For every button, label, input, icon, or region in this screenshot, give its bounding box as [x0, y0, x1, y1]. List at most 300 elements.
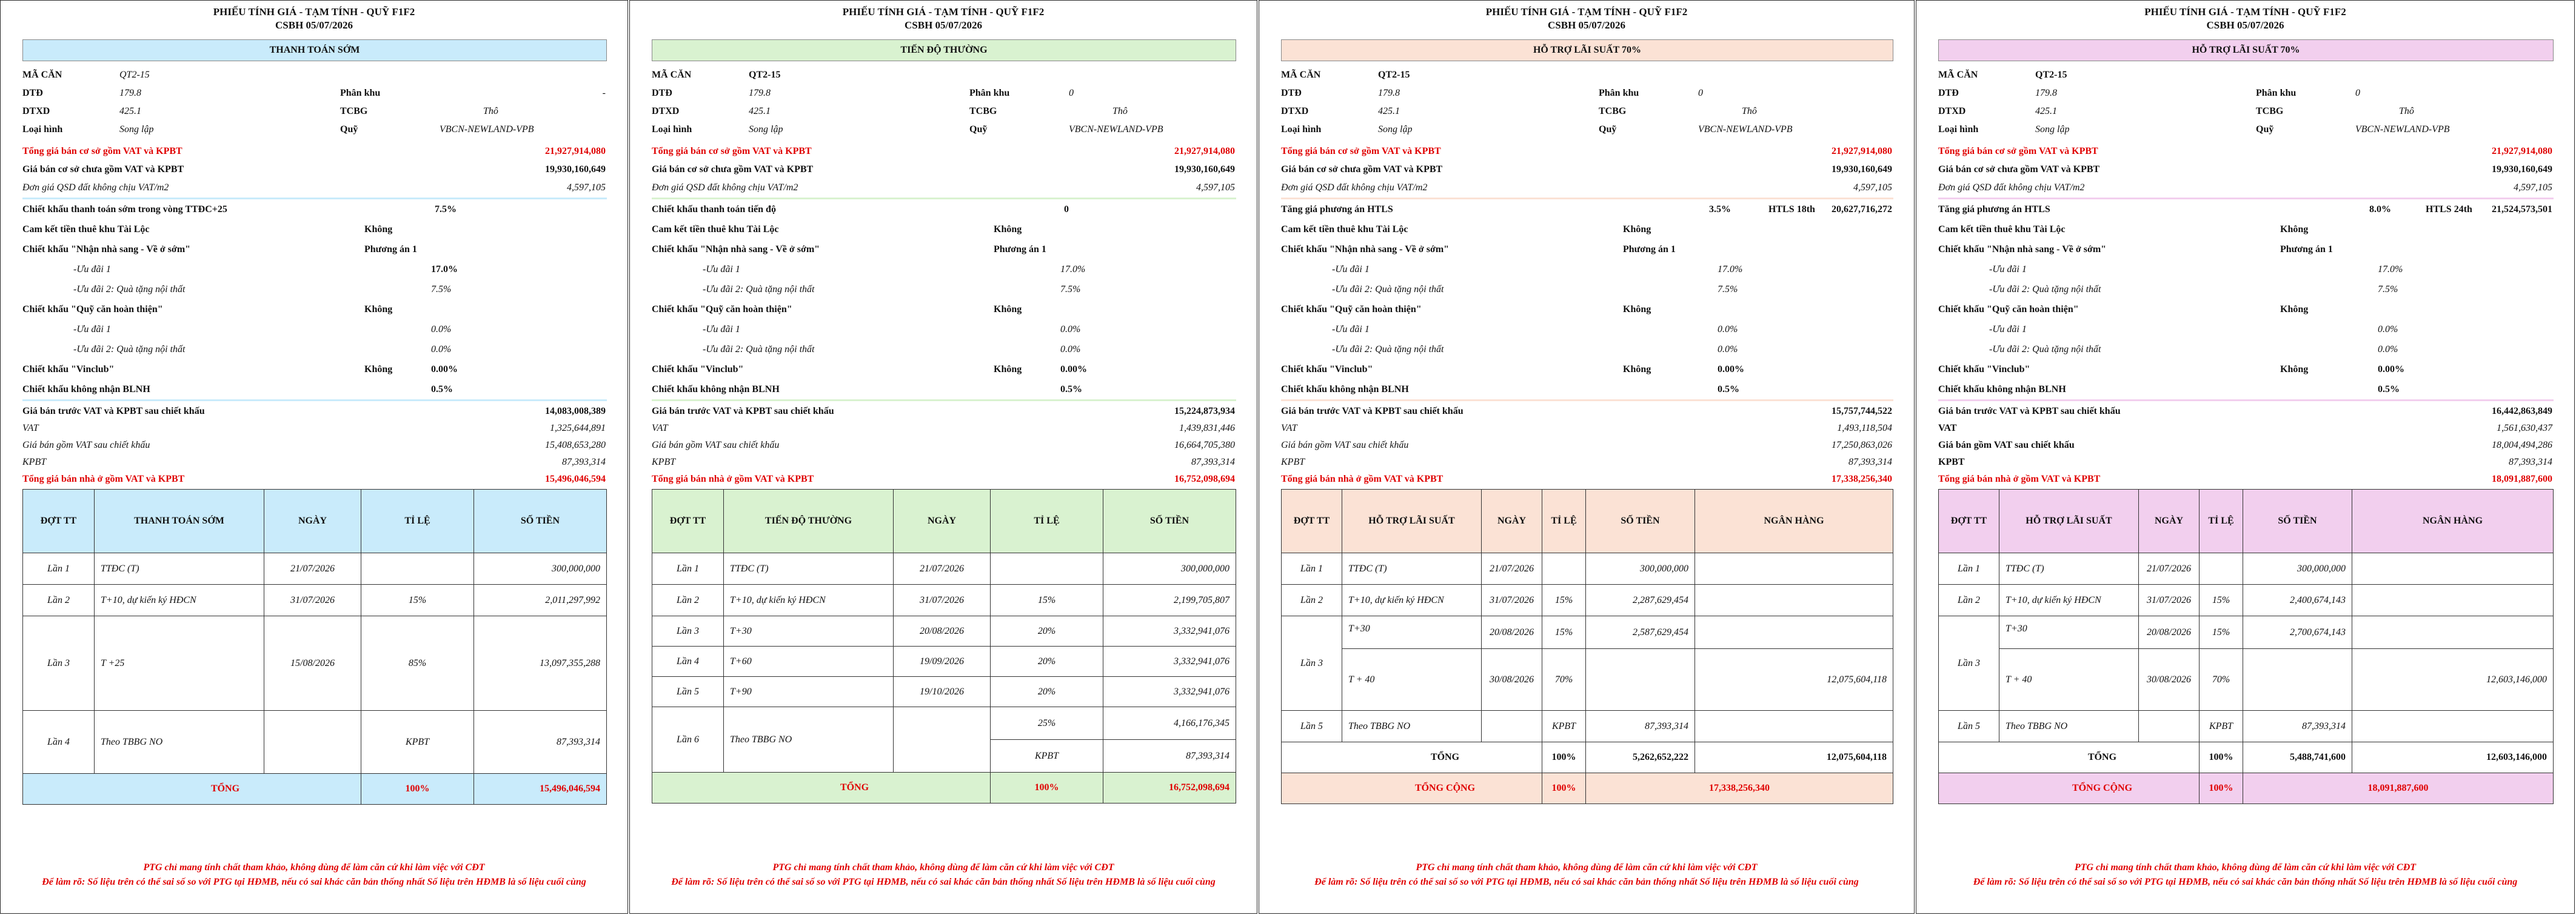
info-row-dtd [1, 84, 627, 102]
table-header-row [1939, 490, 2554, 553]
nhan-nha-label: Chiết khấu "Nhận nhà sang - Về ở sớm" [652, 244, 820, 255]
cell-sotien: 4,166,176,345 [1103, 707, 1236, 740]
info-row-gia-truoc-vat [1916, 402, 2574, 421]
gia-chua-vat-value: 19,930,160,649 [1832, 164, 1892, 175]
cell-sotien: 87,393,314 [474, 711, 607, 774]
vat-value: 1,325,644,891 [550, 423, 606, 433]
vat-value: 1,439,831,446 [1179, 423, 1235, 433]
price-sheet-2 [629, 0, 1257, 914]
info-row-vinclub [630, 361, 1257, 379]
cell-tile: 70% [1542, 649, 1586, 711]
vinclub-percent: 0.00% [2378, 364, 2404, 374]
cell-ngay: 21/07/2026 [1482, 553, 1542, 585]
table-row [1282, 553, 1893, 585]
dtxd-label: DTXD [1281, 106, 1309, 116]
table-row [652, 585, 1236, 616]
cell-ngay: 21/07/2026 [2139, 553, 2200, 585]
info-row-loai-hinh [1259, 121, 1914, 139]
col-header-tile: TỈ LỆ [2200, 490, 2243, 553]
cell-sotien: 2,587,629,454 [1586, 616, 1695, 649]
info-row-uu-dai-1 [1916, 261, 2574, 279]
cell-dot: Lần 2 [23, 585, 95, 616]
tong-gia-nha-label: Tổng giá bán nhà ở gồm VAT và KPBT [1938, 474, 2101, 484]
table-row [23, 711, 607, 774]
tong-gia-vat-label: Tổng giá bán cơ sở gồm VAT và KPBT [22, 146, 182, 156]
htls-term: HTLS 18th [1768, 204, 1815, 215]
vinclub-percent: 0.00% [1060, 364, 1087, 374]
info-row-ma-can [1, 66, 627, 84]
khong-blnh-value: 0.5% [431, 384, 453, 394]
info-row-gia-chua-vat [1, 161, 627, 179]
qc-uu-dai-2-label: -Ưu đãi 2: Quà tặng nội thất [1989, 344, 2101, 354]
info-row-nhan-nha [1259, 241, 1914, 259]
info-row-gia-gom-vat [630, 436, 1257, 454]
cell-ngay: 30/08/2026 [1482, 649, 1542, 711]
info-row-quy-can [1, 301, 627, 319]
table-row [652, 647, 1236, 677]
sheet-title-line2: CSBH 05/07/2026 [905, 19, 982, 31]
loai-hinh-label: Loại hình [1281, 124, 1322, 135]
price-sheet-4 [1916, 0, 2575, 914]
sheet-title-line1: PHIẾU TÍNH GIÁ - TẠM TÍNH - QUỸ F1F2 [1485, 6, 1688, 18]
vat-label: VAT [1281, 423, 1297, 433]
info-row-qc-uu-dai-1 [1916, 321, 2574, 339]
gia-truoc-vat-label: Giá bán trước VAT và KPBT sau chiết khấu [1281, 406, 1464, 416]
vinclub-label: Chiết khấu "Vinclub" [1938, 364, 2030, 374]
table-row [1282, 649, 1893, 711]
info-row-ma-can [1916, 66, 2574, 84]
loai-hinh-label: Loại hình [22, 124, 63, 135]
cell-sotien: 300,000,000 [1586, 553, 1695, 585]
subtotal-tile: 100% [2200, 742, 2243, 773]
tong-gia-nha-value: 18,091,887,600 [2492, 474, 2552, 484]
info-row-vat [630, 419, 1257, 438]
info-row-cam-ket [1, 221, 627, 239]
col-header-sotien: SỐ TIỀN [2243, 490, 2352, 553]
info-row-uu-dai-2 [630, 281, 1257, 299]
uu-dai-1-label: -Ưu đãi 1 [1989, 264, 2027, 274]
info-row-vat [1259, 419, 1914, 438]
cell-sotien: 2,700,674,143 [2243, 616, 2352, 649]
ma-can-label: MÃ CĂN [1938, 70, 1978, 80]
qc-uu-dai-2-value: 0.0% [2378, 344, 2398, 354]
tcbg-value: Thô [1112, 106, 1128, 116]
nhan-nha-value: Phương án 1 [2280, 244, 2333, 255]
quy-value: VBCN-NEWLAND-VPB [1069, 124, 1163, 135]
cell-sotien [2243, 649, 2352, 711]
uu-dai-2-value: 7.5% [431, 284, 452, 294]
kpbt-value: 87,393,314 [1191, 457, 1235, 467]
ma-can-label: MÃ CĂN [1281, 70, 1321, 80]
total-sotien: 18,091,887,600 [2243, 773, 2554, 804]
gia-truoc-vat-value: 15,224,873,934 [1174, 406, 1235, 416]
tong-gia-vat-label: Tổng giá bán cơ sở gồm VAT và KPBT [652, 146, 812, 156]
subtotal-row [1282, 742, 1893, 773]
separator [1938, 399, 2554, 401]
cell-ngay [894, 707, 991, 773]
chiet-khau-percent: 8.0% [2369, 204, 2391, 215]
kpbt-label: KPBT [1281, 457, 1305, 467]
cell-ngay: 31/07/2026 [894, 585, 991, 616]
uu-dai-1-label: -Ưu đãi 1 [1332, 264, 1370, 274]
quy-label: Quỹ [2256, 124, 2274, 135]
cell-sotien: 3,332,941,076 [1103, 677, 1236, 707]
cell-sotien: 3,332,941,076 [1103, 647, 1236, 677]
loai-hinh-value: Song lập [2035, 124, 2070, 135]
cell-sotien: 87,393,314 [1586, 711, 1695, 742]
cell-nganhang [1695, 585, 1893, 616]
subtotal-tile: 100% [1542, 742, 1586, 773]
sheet-title-line2: CSBH 05/07/2026 [275, 19, 353, 31]
info-row-khong-blnh [1, 381, 627, 399]
cam-ket-label: Cam kết tiền thuê khu Tài Lộc [1938, 224, 2066, 235]
info-row-quy-can [1259, 301, 1914, 319]
cell-dot: Lần 3 [1939, 616, 1999, 711]
quy-value: VBCN-NEWLAND-VPB [440, 124, 534, 135]
table-row [652, 553, 1236, 585]
cell-nganhang: 12,603,146,000 [2352, 649, 2554, 711]
gia-truoc-vat-value: 15,757,744,522 [1832, 406, 1892, 416]
cell-tile [361, 553, 474, 585]
info-row-tong-gia-vat [630, 142, 1257, 161]
payment-table [652, 489, 1236, 804]
vinclub-label: Chiết khấu "Vinclub" [652, 364, 744, 374]
info-row-tong-gia-vat [1259, 142, 1914, 161]
col-header-dot: ĐỢT TT [23, 490, 95, 553]
uu-dai-2-value: 7.5% [1060, 284, 1081, 294]
table-row [652, 616, 1236, 647]
cell-desc: T+10, dự kiến ký HĐCN [1999, 585, 2139, 616]
quy-can-value: Không [1623, 304, 1651, 314]
chiet-khau-percent: 7.5% [435, 204, 457, 215]
dtxd-value: 425.1 [1378, 106, 1400, 116]
cell-desc: TTĐC (T) [95, 553, 264, 585]
dtxd-label: DTXD [22, 106, 50, 116]
cell-sotien: 300,000,000 [2243, 553, 2352, 585]
disclaimer-note: PTG chỉ mang tính chất tham khảo, không dùng để làm căn cứ khi làm việc với CĐT [2074, 862, 2417, 873]
tong-gia-vat-value: 21,927,914,080 [1174, 146, 1235, 156]
cell-tile: 85% [361, 616, 474, 711]
tong-gia-vat-label: Tổng giá bán cơ sở gồm VAT và KPBT [1938, 146, 2098, 156]
cell-tile: 15% [2200, 616, 2243, 649]
info-row-chiet-khau-phuong-an [1916, 201, 2574, 219]
info-row-nhan-nha [1916, 241, 2574, 259]
info-row-cam-ket [1259, 221, 1914, 239]
chiet-khau-label: Chiết khấu thanh toán sớm trong vòng TTĐC+25 [22, 204, 227, 215]
info-row-kpbt [1259, 453, 1914, 471]
info-row-khong-blnh [630, 381, 1257, 399]
info-row-gia-chua-vat [1259, 161, 1914, 179]
khong-blnh-value: 0.5% [1718, 384, 1739, 394]
info-row-dtxd [1916, 102, 2574, 121]
cell-tile: KPBT [991, 740, 1103, 773]
gia-gom-vat-value: 17,250,863,026 [1832, 440, 1892, 450]
gia-truoc-vat-label: Giá bán trước VAT và KPBT sau chiết khấu [22, 406, 205, 416]
gia-chua-vat-label: Giá bán cơ sở chưa gồm VAT và KPBT [1281, 164, 1443, 175]
info-row-loai-hinh [1916, 121, 2574, 139]
subtotal-nganhang: 12,603,146,000 [2352, 742, 2554, 773]
cell-desc: T+10, dự kiến ký HĐCN [1342, 585, 1482, 616]
separator [22, 198, 607, 199]
clarification-note: Để làm rõ: Số liệu trên có thể sai số so với PTG tại HĐMB, nếu có sai khác căn bản thống nhất Số liệu trên HĐMB là số liệu cuối cùng [42, 877, 586, 887]
col-header-plan: TIẾN ĐỘ THƯỜNG [724, 490, 894, 553]
cell-ngay: 20/08/2026 [2139, 616, 2200, 649]
table-row [23, 585, 607, 616]
cell-ngay: 31/07/2026 [1482, 585, 1542, 616]
cell-tile: 20% [991, 647, 1103, 677]
tong-gia-vat-value: 21,927,914,080 [1832, 146, 1892, 156]
info-row-uu-dai-2 [1259, 281, 1914, 299]
total-tile: 100% [1542, 773, 1586, 804]
cell-tile: 20% [991, 677, 1103, 707]
cell-nganhang [2352, 553, 2554, 585]
chiet-khau-value: 21,524,573,501 [2492, 204, 2552, 215]
vat-value: 1,561,630,437 [2497, 423, 2552, 433]
gia-chua-vat-label: Giá bán cơ sở chưa gồm VAT và KPBT [652, 164, 814, 175]
phan-khu-value: 0 [1698, 88, 1703, 98]
gia-gom-vat-value: 15,408,653,280 [545, 440, 606, 450]
info-row-tong-gia-nha [1, 470, 627, 488]
col-header-tile: TỈ LỆ [1542, 490, 1586, 553]
khong-blnh-value: 0.5% [1060, 384, 1082, 394]
uu-dai-1-value: 17.0% [1718, 264, 1743, 274]
cell-dot: Lần 2 [1939, 585, 1999, 616]
uu-dai-2-label: -Ưu đãi 2: Quà tặng nội thất [1332, 284, 1444, 294]
loai-hinh-value: Song lập [749, 124, 783, 135]
quy-can-label: Chiết khấu "Quỹ căn hoàn thiện" [1281, 304, 1422, 314]
phan-khu-label: Phân khu [969, 88, 1010, 98]
cell-ngay [1482, 711, 1542, 742]
quy-can-label: Chiết khấu "Quỹ căn hoàn thiện" [22, 304, 163, 314]
total-tile: 100% [991, 773, 1103, 804]
info-row-chiet-khau-phuong-an [1, 201, 627, 219]
vinclub-percent: 0.00% [1718, 364, 1744, 374]
col-header-plan: THANH TOÁN SỚM [95, 490, 264, 553]
info-row-vinclub [1259, 361, 1914, 379]
info-row-quy-can [630, 301, 1257, 319]
info-row-vat [1, 419, 627, 438]
khong-blnh-label: Chiết khấu không nhận BLNH [1281, 384, 1409, 394]
subtotal-sotien: 5,488,741,600 [2243, 742, 2352, 773]
chiet-khau-label: Chiết khấu thanh toán tiến độ [652, 204, 776, 215]
cell-sotien: 3,332,941,076 [1103, 616, 1236, 647]
cam-ket-value: Không [2280, 224, 2309, 235]
info-row-don-gia-qsd [1259, 179, 1914, 197]
table-header-row [652, 490, 1236, 553]
tcbg-value: Thô [2399, 106, 2414, 116]
total-label: TỔNG [23, 774, 361, 805]
vinclub-percent: 0.00% [431, 364, 458, 374]
info-row-dtd [630, 84, 1257, 102]
don-gia-qsd-label: Đơn giá QSD đất không chịu VAT/m2 [1938, 182, 2085, 193]
uu-dai-1-label: -Ưu đãi 1 [73, 264, 111, 274]
info-row-gia-truoc-vat [630, 402, 1257, 421]
sheet-title-line1: PHIẾU TÍNH GIÁ - TẠM TÍNH - QUỸ F1F2 [2144, 6, 2346, 18]
cell-tile: 20% [991, 616, 1103, 647]
info-row-tong-gia-nha [1259, 470, 1914, 488]
info-row-vat [1916, 419, 2574, 438]
price-sheet-1 [0, 0, 628, 914]
info-row-qc-uu-dai-2 [1, 341, 627, 359]
total-row [1939, 773, 2554, 804]
col-header-ngay: NGÀY [264, 490, 361, 553]
cell-dot: Lần 2 [1282, 585, 1342, 616]
kpbt-value: 87,393,314 [1848, 457, 1892, 467]
gia-truoc-vat-value: 16,442,863,849 [2492, 406, 2552, 416]
total-row [23, 774, 607, 805]
quy-can-value: Không [994, 304, 1022, 314]
tong-gia-vat-value: 21,927,914,080 [2492, 146, 2552, 156]
total-label: TỔNG CỘNG [1939, 773, 2200, 804]
kpbt-label: KPBT [652, 457, 676, 467]
quy-label: Quỹ [1599, 124, 1617, 135]
cell-dot: Lần 3 [652, 616, 724, 647]
quy-can-value: Không [2280, 304, 2309, 314]
separator [652, 198, 1236, 199]
tcbg-label: TCBG [2256, 106, 2284, 116]
quy-can-value: Không [364, 304, 393, 314]
info-row-don-gia-qsd [1916, 179, 2574, 197]
info-row-uu-dai-1 [1259, 261, 1914, 279]
info-row-gia-gom-vat [1259, 436, 1914, 454]
vinclub-label: Chiết khấu "Vinclub" [1281, 364, 1373, 374]
gia-chua-vat-label: Giá bán cơ sở chưa gồm VAT và KPBT [1938, 164, 2100, 175]
cell-desc: T+10, dự kiến ký HĐCN [724, 585, 894, 616]
cell-desc: T+90 [724, 677, 894, 707]
cell-nganhang [2352, 616, 2554, 649]
nhan-nha-value: Phương án 1 [364, 244, 417, 255]
tong-gia-vat-value: 21,927,914,080 [545, 146, 606, 156]
cell-desc: T+30 [1342, 616, 1482, 649]
cell-dot: Lần 6 [652, 707, 724, 773]
sheet-title-line2: CSBH 05/07/2026 [1548, 19, 1625, 31]
dtxd-value: 425.1 [749, 106, 771, 116]
cell-ngay: 15/08/2026 [264, 616, 361, 711]
cell-dot: Lần 1 [1282, 553, 1342, 585]
ma-can-label: MÃ CĂN [22, 70, 62, 80]
table-row [1939, 711, 2554, 742]
info-row-qc-uu-dai-2 [630, 341, 1257, 359]
sheet-title-line2: CSBH 05/07/2026 [2206, 19, 2284, 31]
khong-blnh-value: 0.5% [2378, 384, 2400, 394]
dtd-label: DTĐ [22, 88, 43, 98]
dtd-label: DTĐ [652, 88, 672, 98]
col-header-ngay: NGÀY [2139, 490, 2200, 553]
col-header-sotien: SỐ TIỀN [474, 490, 607, 553]
cell-sotien: 2,199,705,807 [1103, 585, 1236, 616]
info-row-dtxd [1, 102, 627, 121]
total-sotien: 17,338,256,340 [1586, 773, 1893, 804]
uu-dai-2-label: -Ưu đãi 2: Quà tặng nội thất [703, 284, 815, 294]
total-tile: 100% [361, 774, 474, 805]
tcbg-value: Thô [483, 106, 498, 116]
info-row-dtxd [1259, 102, 1914, 121]
subtotal-sotien: 5,262,652,222 [1586, 742, 1695, 773]
quy-can-label: Chiết khấu "Quỹ căn hoàn thiện" [652, 304, 792, 314]
chiet-khau-value: 20,627,716,272 [1832, 204, 1892, 215]
cell-sotien [1586, 649, 1695, 711]
phan-khu-value: 0 [1069, 88, 1074, 98]
uu-dai-1-label: -Ưu đãi 1 [703, 264, 740, 274]
cell-dot: Lần 5 [1939, 711, 1999, 742]
tong-gia-nha-label: Tổng giá bán nhà ở gồm VAT và KPBT [22, 474, 185, 484]
uu-dai-2-label: -Ưu đãi 2: Quà tặng nội thất [1989, 284, 2101, 294]
payment-table [22, 489, 607, 805]
cell-dot: Lần 4 [652, 647, 724, 677]
cell-sotien: 87,393,314 [2243, 711, 2352, 742]
nhan-nha-value: Phương án 1 [994, 244, 1046, 255]
col-header-sotien: SỐ TIỀN [1586, 490, 1695, 553]
cell-tile: 15% [2200, 585, 2243, 616]
quy-can-label: Chiết khấu "Quỹ căn hoàn thiện" [1938, 304, 2079, 314]
info-row-gia-gom-vat [1, 436, 627, 454]
vat-label: VAT [22, 423, 39, 433]
subtotal-row [1939, 742, 2554, 773]
col-header-tile: TỈ LỆ [991, 490, 1103, 553]
gia-truoc-vat-label: Giá bán trước VAT và KPBT sau chiết khấu [1938, 406, 2121, 416]
dtd-value: 179.8 [749, 88, 771, 98]
cell-tile: KPBT [2200, 711, 2243, 742]
info-row-kpbt [1916, 453, 2574, 471]
sheet-title-line1: PHIẾU TÍNH GIÁ - TẠM TÍNH - QUỸ F1F2 [213, 6, 415, 18]
cell-tile: 25% [991, 707, 1103, 740]
qc-uu-dai-2-label: -Ưu đãi 2: Quà tặng nội thất [703, 344, 815, 354]
total-tile: 100% [2200, 773, 2243, 804]
info-row-gia-chua-vat [630, 161, 1257, 179]
info-row-don-gia-qsd [630, 179, 1257, 197]
chiet-khau-percent: 3.5% [1709, 204, 1731, 215]
info-row-qc-uu-dai-1 [1, 321, 627, 339]
dtd-value: 179.8 [119, 88, 141, 98]
cell-ngay: 19/10/2026 [894, 677, 991, 707]
cell-tile [2200, 553, 2243, 585]
info-row-vinclub [1, 361, 627, 379]
info-row-dtxd [630, 102, 1257, 121]
qc-uu-dai-2-value: 0.0% [1718, 344, 1738, 354]
uu-dai-1-value: 17.0% [2378, 264, 2403, 274]
cell-nganhang [1695, 553, 1893, 585]
cam-ket-label: Cam kết tiền thuê khu Tài Lộc [652, 224, 779, 235]
uu-dai-2-value: 7.5% [1718, 284, 1738, 294]
phan-khu-label: Phân khu [1599, 88, 1639, 98]
section-header: HỖ TRỢ LÃI SUẤT 70% [1281, 39, 1893, 61]
cam-ket-value: Không [1623, 224, 1651, 235]
don-gia-qsd-label: Đơn giá QSD đất không chịu VAT/m2 [22, 182, 169, 193]
info-row-loai-hinh [1, 121, 627, 139]
loai-hinh-label: Loại hình [652, 124, 692, 135]
table-row [1939, 616, 2554, 649]
dtd-value: 179.8 [2035, 88, 2057, 98]
col-header-ngay: NGÀY [1482, 490, 1542, 553]
clarification-note: Để làm rõ: Số liệu trên có thể sai số so với PTG tại HĐMB, nếu có sai khác căn bản thống nhất Số liệu trên HĐMB là số liệu cuối cùng [671, 877, 1216, 887]
qc-uu-dai-2-value: 0.0% [1060, 344, 1081, 354]
dtxd-value: 425.1 [119, 106, 141, 116]
cam-ket-value: Không [364, 224, 393, 235]
phan-khu-value: 0 [2355, 88, 2360, 98]
dtd-value: 179.8 [1378, 88, 1400, 98]
separator [1938, 198, 2554, 199]
qc-uu-dai-1-value: 0.0% [1060, 324, 1081, 334]
cell-dot: Lần 1 [1939, 553, 1999, 585]
loai-hinh-value: Song lập [1378, 124, 1413, 135]
info-row-kpbt [630, 453, 1257, 471]
cell-sotien: 300,000,000 [474, 553, 607, 585]
info-row-chiet-khau-phuong-an [1259, 201, 1914, 219]
uu-dai-2-label: -Ưu đãi 2: Quà tặng nội thất [73, 284, 186, 294]
uu-dai-1-value: 17.0% [431, 264, 458, 274]
col-header-dot: ĐỢT TT [1939, 490, 1999, 553]
dtd-label: DTĐ [1938, 88, 1959, 98]
